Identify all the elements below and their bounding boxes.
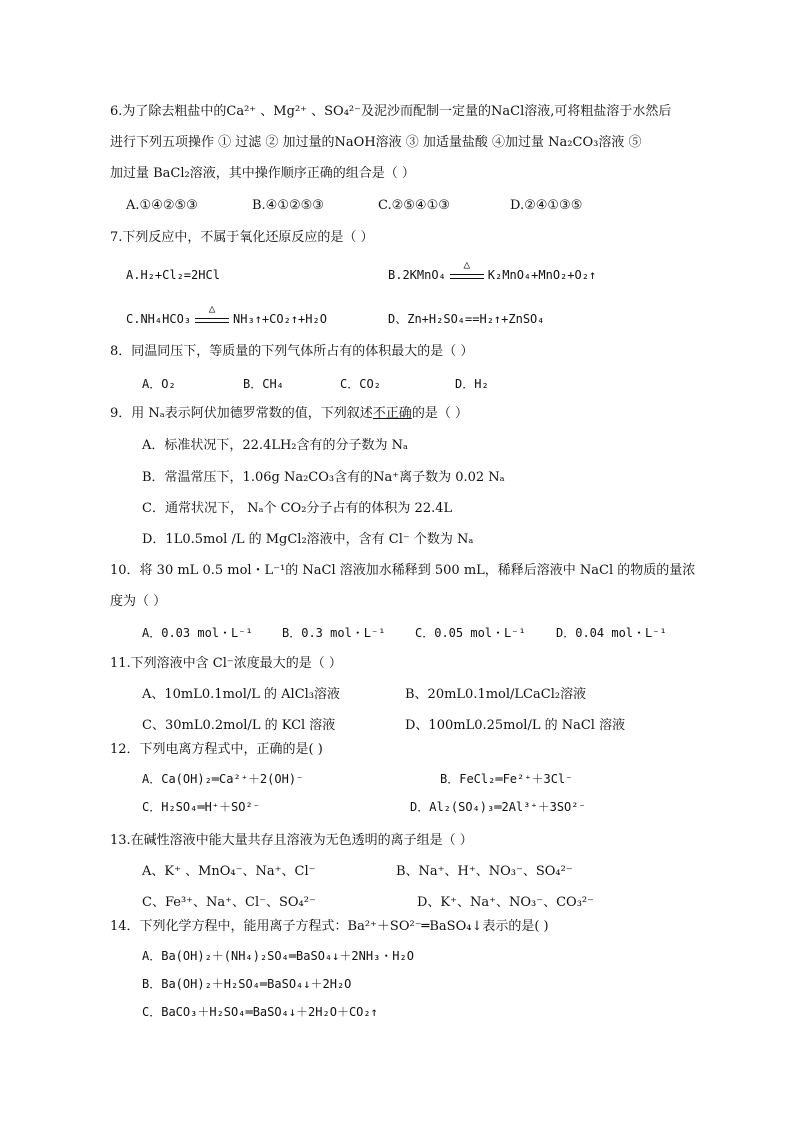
q9-stem-text: 9．用 Nₐ表示阿伏加德罗常数的值，下列叙述 xyxy=(110,406,373,421)
q8-option-c: C．CO₂ xyxy=(340,377,381,391)
q13-option-d: D、K⁺、Na⁺、NO₃⁻、CO₃²⁻ xyxy=(417,895,594,910)
q7-option-b-products: K₂MnO₄+MnO₂+O₂↑ xyxy=(487,268,597,282)
q14-stem: 14．下列化学方程中，能用离子方程式：Ba²⁺＋SO²⁻═BaSO₄↓表示的是( ) xyxy=(110,919,549,934)
q6-stem-line3: 加过量 BaCl₂溶液，其中操作顺序正确的组合是（ ） xyxy=(110,166,415,181)
delta-symbol: △ xyxy=(463,257,471,271)
q13-stem: 13.在碱性溶液中能大量共存且溶液为无色透明的离子组是（ ） xyxy=(110,833,473,848)
q9-stem xyxy=(110,405,468,423)
q12-stem: 12．下列电离方程式中，正确的是( ) xyxy=(110,742,323,757)
q12-option-a: A．Ca(OH)₂═Ca²⁺＋2(OH)⁻ xyxy=(142,772,304,786)
q7-option-b xyxy=(388,257,597,284)
q9-option-c: C．通常状况下， Nₐ个 CO₂分子占有的体积为 22.4L xyxy=(142,501,453,516)
q6-option-a: A.①④②⑤③ xyxy=(126,198,198,213)
q7-option-c-reactant: C.NH₄HCO₃ xyxy=(126,312,192,326)
q13-option-b: B、Na⁺、H⁺、NO₃⁻、SO₄²⁻ xyxy=(396,864,573,879)
q12-option-d: D．Al₂(SO₄)₃═2Al³⁺＋3SO²⁻ xyxy=(410,800,586,814)
q7-option-c-products: NH₃↑+CO₂↑+H₂O xyxy=(233,312,327,326)
q8-option-a: A．O₂ xyxy=(142,377,176,391)
q10-option-b: B．0.3 mol・L⁻¹ xyxy=(282,626,386,640)
q7-option-c xyxy=(126,301,327,328)
q6-option-c: C.②⑤④①③ xyxy=(378,198,450,213)
q8-stem: 8．同温同压下，等质量的下列气体所占有的体积最大的是（ ） xyxy=(110,344,474,359)
q9-option-b: B．常温常压下，1.06g Na₂CO₃含有的Na⁺离子数为 0.02 Nₐ xyxy=(142,470,505,485)
q9-stem-underlined: 不正确 xyxy=(372,406,412,421)
q11-option-d: D、100mL0.25mol/L 的 NaCl 溶液 xyxy=(405,718,626,733)
q7-option-d: D、Zn+H₂SO₄==H₂↑+ZnSO₄ xyxy=(388,312,545,326)
q7-option-a: A.H₂+Cl₂=2HCl xyxy=(126,268,220,282)
q13-option-c: C、Fe³⁺、Na⁺、Cl⁻、SO₄²⁻ xyxy=(142,895,316,910)
q11-option-c: C、30mL0.2mol/L 的 KCl 溶液 xyxy=(142,718,336,733)
q10-stem-line1: 10．将 30 mL 0.5 mol・L⁻¹的 NaCl 溶液加水稀释到 500 mL，稀释后溶液中 NaCl 的物质的量浓 xyxy=(110,563,696,578)
q13-option-a: A、K⁺ 、MnO₄⁻、Na⁺、Cl⁻ xyxy=(142,864,316,879)
q11-option-b: B、20mL0.1mol/LCaCl₂溶液 xyxy=(405,687,587,702)
q11-stem: 11.下列溶液中含 Cl⁻浓度最大的是（ ） xyxy=(110,656,342,671)
q12-option-b: B．FeCl₂═Fe²⁺＋3Cl⁻ xyxy=(440,772,573,786)
q7-option-b-reactant: B.2KMnO₄ xyxy=(388,268,446,282)
q14-option-b: B．Ba(OH)₂＋H₂SO₄═BaSO₄↓＋2H₂O xyxy=(142,977,352,991)
q6-stem-line2: 进行下列五项操作 ① 过滤 ② 加过量的NaOH溶液 ③ 加适量盐酸 ④加过量 Na₂CO₃溶液 ⑤ xyxy=(110,135,642,150)
q7-stem: 7.下列反应中，不属于氧化还原反应的是（ ） xyxy=(110,230,374,245)
q10-option-d: D．0.04 mol・L⁻¹ xyxy=(556,626,667,640)
q8-option-b: B．CH₄ xyxy=(243,377,284,391)
q12-option-c: C．H₂SO₄═H⁺＋SO²⁻ xyxy=(142,800,260,814)
q11-option-a: A、10mL0.1mol/L 的 AlCl₃溶液 xyxy=(142,687,341,702)
heat-arrow-icon xyxy=(195,301,229,325)
q10-stem-line2: 度为（ ） xyxy=(110,594,167,609)
q8-option-d: D．H₂ xyxy=(455,377,489,391)
q14-option-c: C．BaCO₃＋H₂SO₄═BaSO₄↓＋2H₂O＋CO₂↑ xyxy=(142,1005,378,1019)
q9-stem-end: 的是（ ） xyxy=(411,406,468,421)
delta-symbol: △ xyxy=(208,301,216,315)
heat-arrow-icon xyxy=(450,257,484,281)
q14-option-a: A．Ba(OH)₂＋(NH₄)₂SO₄═BaSO₄↓＋2NH₃・H₂O xyxy=(142,949,414,963)
q10-option-c: C．0.05 mol・L⁻¹ xyxy=(415,626,526,640)
q10-option-a: A．0.03 mol・L⁻¹ xyxy=(142,626,253,640)
q6-option-d: D.②④①③⑤ xyxy=(510,198,583,213)
q9-option-d: D．1L0.5mol /L 的 MgCl₂溶液中，含有 Cl⁻ 个数为 Nₐ xyxy=(142,532,474,547)
q6-stem-line1: 6.为了除去粗盐中的Ca²⁺ 、Mg²⁺ 、SO₄²⁻及泥沙而配制一定量的NaCl溶液,可将粗盐溶于水然后 xyxy=(110,104,672,119)
q6-option-b: B.④①②⑤③ xyxy=(252,198,324,213)
q9-option-a: A．标准状况下，22.4LH₂含有的分子数为 Nₐ xyxy=(142,438,409,453)
